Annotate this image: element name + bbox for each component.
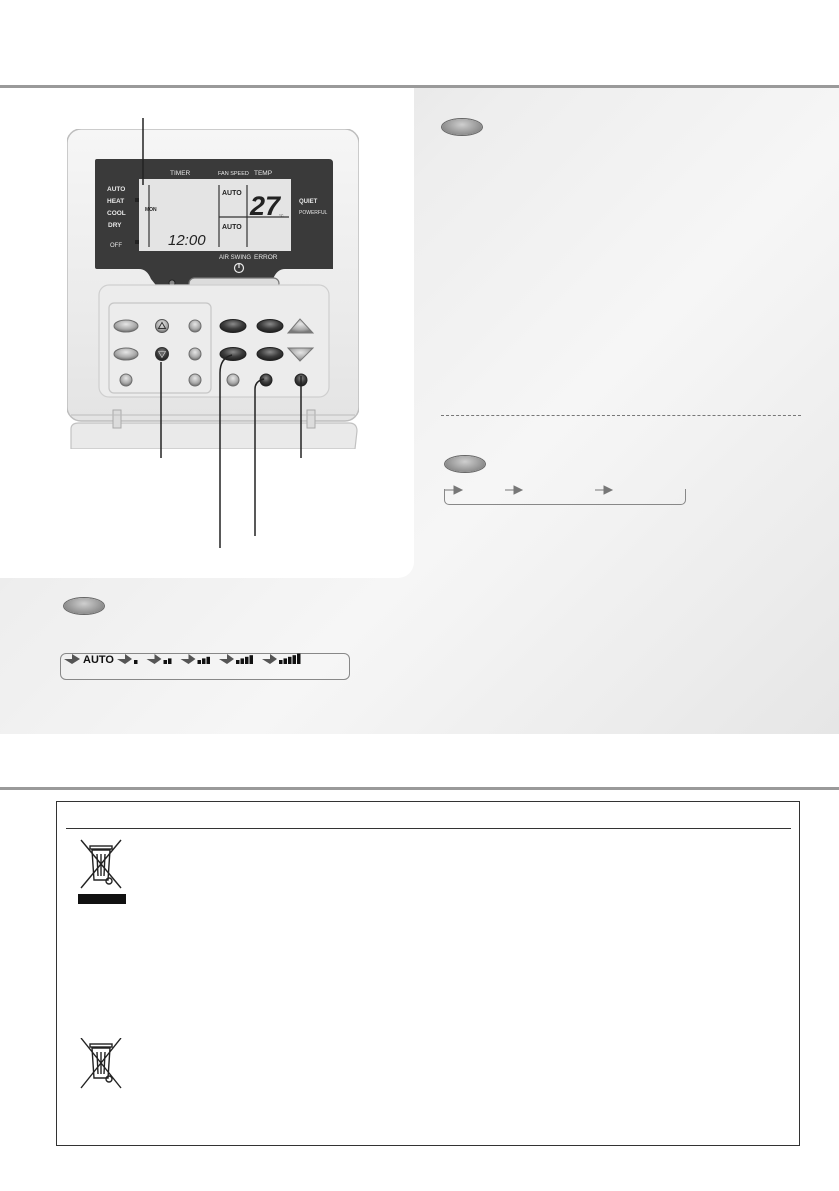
fan-level-2-icon [164,658,172,664]
clock-display: 12:00 [168,232,206,249]
temperature-display: 27 [250,191,281,221]
fan-speed-sequence [60,640,350,670]
mode-button-icon [445,456,485,472]
swing-value: AUTO [222,224,242,231]
temperature-unit: °C [279,213,284,218]
callout-lines [0,88,414,558]
fan-auto-label: AUTO [83,654,114,666]
off-label: OFF [110,243,122,249]
air-swing-label: AIR SWING [219,255,252,261]
temp-label: TEMP [254,170,273,177]
powerful-label: POWERFUL [299,210,328,216]
button-icon [442,119,482,135]
fan-speed-label: FAN SPEED [218,171,249,177]
crossed-bin-icon [73,836,131,906]
error-label: ERROR [254,254,278,261]
fan-arrow [147,654,162,664]
day-indicator: MON [145,207,157,213]
fan-level-5-icon [279,654,301,664]
fan-arrow [181,654,196,664]
disposal-header-rule [66,828,791,829]
section-rule [0,787,839,790]
crossed-bin-battery-icon [73,1038,131,1094]
fan-level-1-icon [134,660,138,664]
quiet-label: QUIET [299,199,318,205]
mode-cool: COOL [107,210,126,217]
fan-level-4-icon [236,655,253,664]
fan-arrow [262,654,277,664]
mode-dry: DRY [108,222,122,229]
mode-heat: HEAT [107,198,125,205]
mode-cycle-arrows [442,480,692,500]
fan-speed-button-icon [64,598,104,614]
timer-label: TIMER [170,170,191,177]
section-divider [441,415,801,416]
disposal-info-box [56,801,800,1146]
fan-level-3-icon [198,657,211,664]
fan-arrow [219,654,234,664]
fan-speed-value: AUTO [222,190,242,197]
fan-arrow [117,654,132,664]
mode-auto: AUTO [107,186,126,193]
